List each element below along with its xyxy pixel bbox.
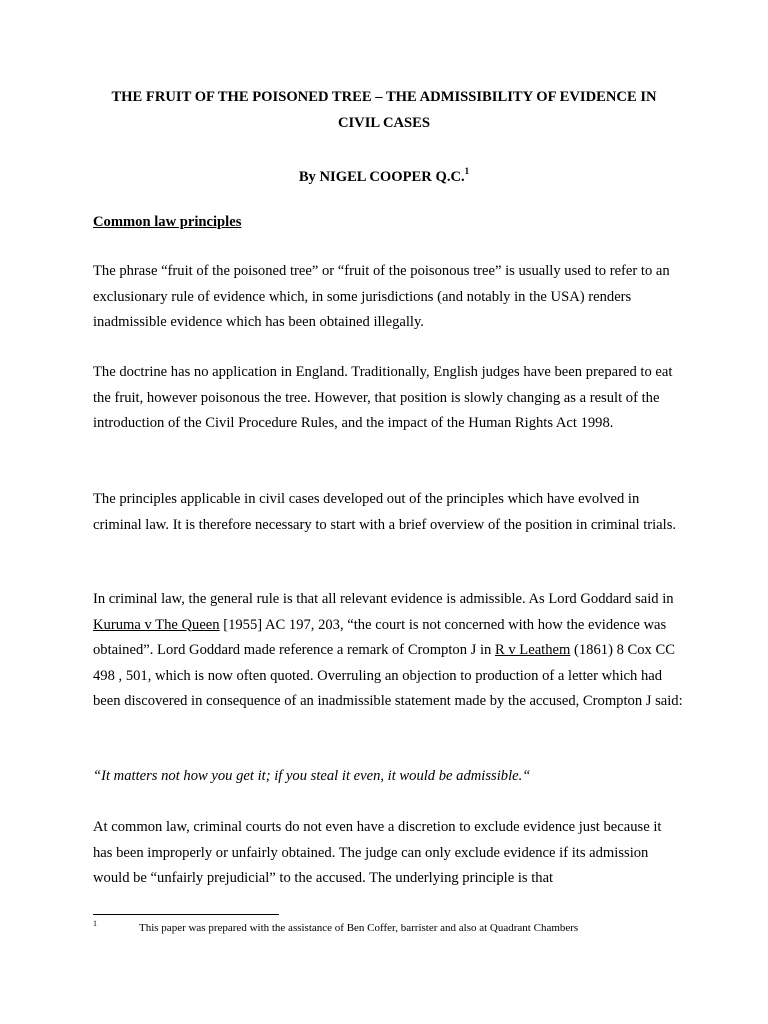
author-name: By NIGEL COOPER Q.C. [298,168,465,185]
author-footnote-mark: 1 [464,166,470,176]
footnote-number: 1 [93,919,97,928]
title-line-1: THE FRUIT OF THE POISONED TREE – THE ADMISSIBILITY OF EVIDENCE IN [111,89,657,105]
paragraph-2: The doctrine has no application in England. Traditionally, English judges have been prepared to eat the fruit, however poisonous the tree. However, that position is slowly changing as a result of the introduction of the Civil Procedure Rules, and the impact of the Human Rights Act 1998. [93,364,673,431]
paragraph-3: The principles applicable in civil cases developed out of the principles which have evolved in criminal law. It is therefore necessary to start with a brief overview of the position in criminal trials. [93,491,677,533]
case-citation-kuruma: Kuruma v The Queen [93,616,220,633]
document-title [80,84,688,136]
paragraph-4-text-b: [1955] AC 197, 203, “the court is not concerned with how the evidence was obtained”. Lord Goddard made reference a remark of Crompton J in [93,616,667,658]
paragraph-4-text-c: (1861) 8 Cox CC 498 , 501, which is now often quoted. Overruling an objection to production of a letter which had been discovered in consequence of an inadmissible statement made by the accused, Crompton J said: [93,642,683,709]
footnote-divider [93,914,279,915]
paragraph-4-text-a: In criminal law, the general rule is that all relevant evidence is admissible. As Lord Goddard said in [93,591,674,607]
crompton-quote: “It matters not how you get it; if you steal it even, it would be admissible.“ [93,768,531,784]
author-line [80,161,688,188]
paragraph-5: At common law, criminal courts do not even have a discretion to exclude evidence just because it has been improperly or unfairly obtained. The judge can only exclude evidence if its admission would be “unfairly prejudicial” to the accused. The underlying principle is that [93,819,662,886]
paragraph-1: The phrase “fruit of the poisoned tree” or “fruit of the poisonous tree” is usually used to refer to an exclusionary rule of evidence which, in some jurisdictions (and notably in the USA) renders inadmissible evidence which has been obtained illegally. [93,263,670,330]
footnote-text: This paper was prepared with the assistance of Ben Coffer, barrister and also at Quadrant Chambers [139,922,579,934]
paragraph-4 [93,587,683,715]
section-heading: Common law principles [93,214,242,230]
case-citation-leathem: R v Leathem [494,642,571,658]
title-line-2: CIVIL CASES [337,115,431,131]
